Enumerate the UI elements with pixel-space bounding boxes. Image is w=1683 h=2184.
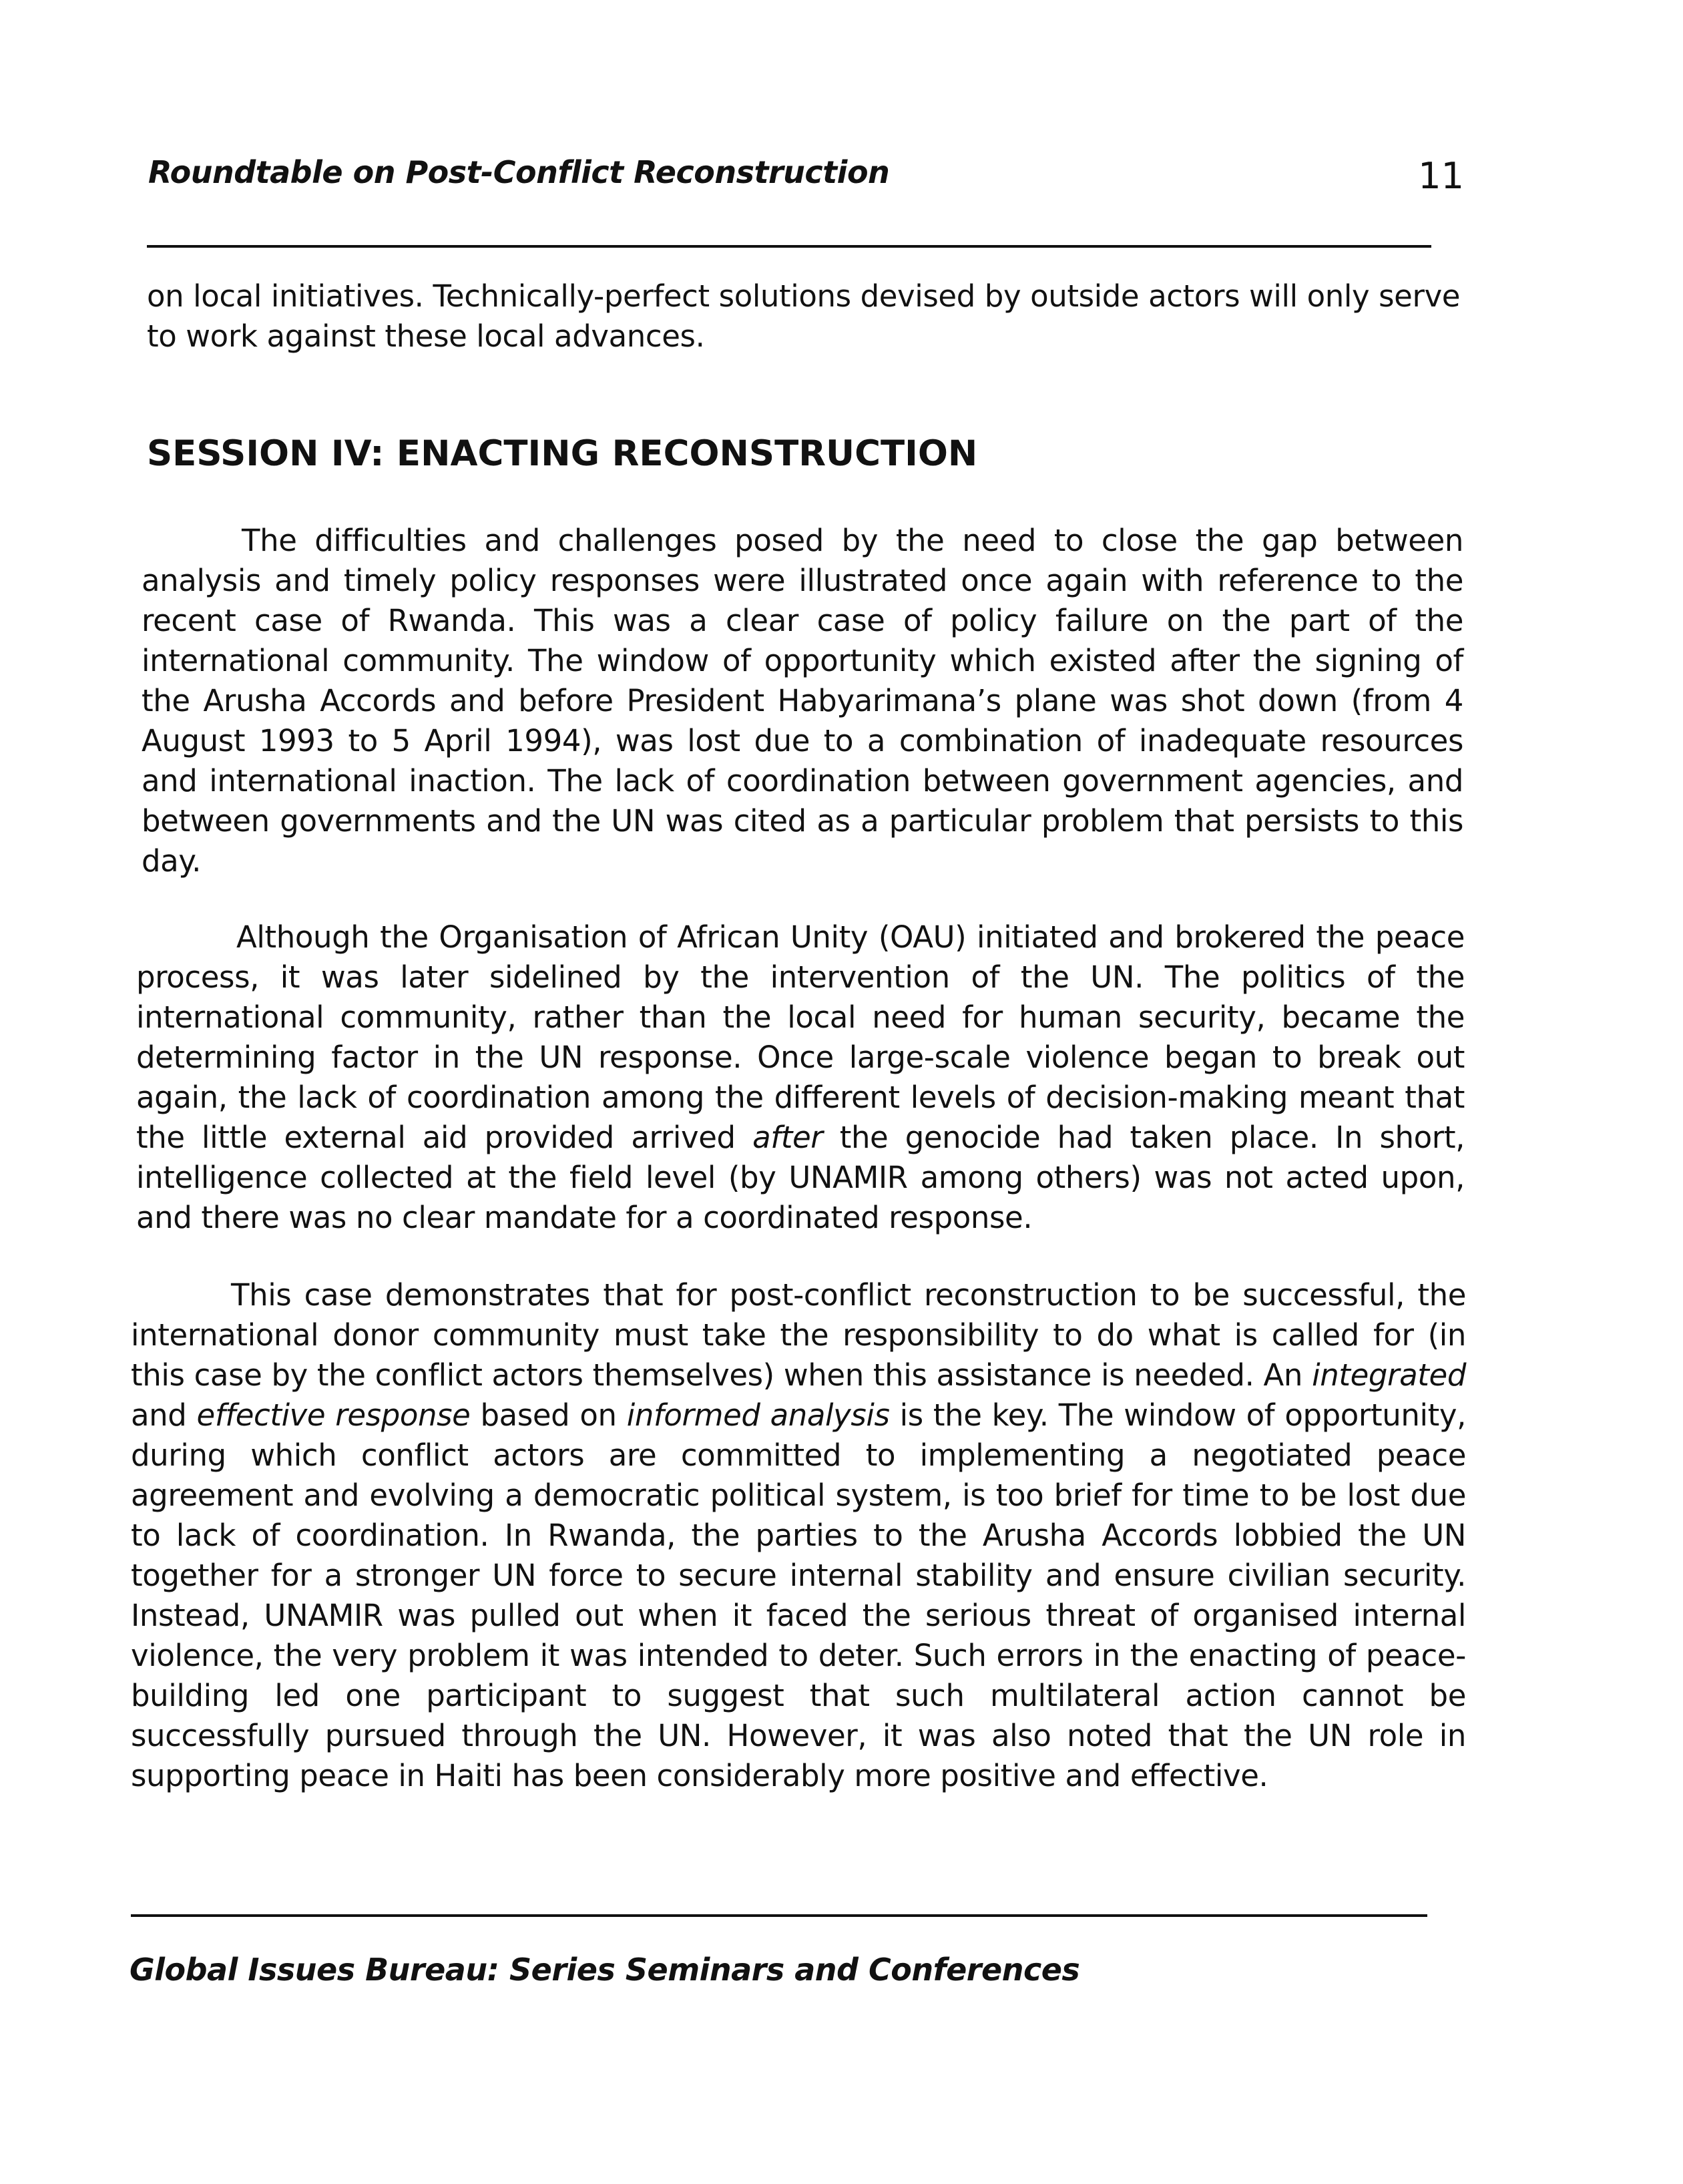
text-run: is the key. The window of opportunity, during which conflict actors are committed to implementing a negotiated peace agreement and evolving a democratic political system, is too brief for time to be lost due to lack of coordination. In Rwanda, the parties to the Arusha Accords lobbied the UN together for a stronger UN force to secure internal stability and ensure civilian security. Instead, UNAMIR was pulled out when it faced the serious threat of organised internal violence, the very problem it was intended to deter. Such errors in the enacting of peace-building led one participant to suggest that such multilateral action cannot be successfully pursued through the UN. However, it was also noted that the UN role in supporting peace in Haiti has been considerably more positive and effective.: [131, 1397, 1466, 1793]
body-paragraph: [136, 917, 1465, 1238]
body-paragraph: [142, 521, 1463, 881]
running-head-title: Roundtable on Post-Conflict Reconstruction: [148, 154, 890, 190]
continued-paragraph: [147, 276, 1475, 357]
text-run: The difficulties and challenges posed by the need to close the gap between analysis and timely policy responses were illustrated once again with reference to the recent case of Rwanda. This was a clear case of policy failure on the part of the international community. The window of opportunity which existed after the signing of the Arusha Accords and before President Habyarimana’s plane was shot down (from 4 August 1993 to 5 April 1994), was lost due to a combination of inadequate resources and international inaction. The lack of coordination between government agencies, and between governments and the UN was cited as a particular problem that persists to this day.: [142, 523, 1463, 879]
body-paragraph: [131, 1275, 1466, 1796]
page-number: 11: [1418, 155, 1464, 197]
footer-series-title: Global Issues Bureau: Series Seminars and Conferences: [130, 1952, 1080, 1988]
italic-run: integrated: [1312, 1357, 1466, 1393]
header-rule: [147, 245, 1431, 248]
text-run: Although the Organisation of African Unity (OAU) initiated and brokered the peace process, it was later sidelined by the intervention of the UN. The politics of the international community, rather than the local need for human security, became the determining factor in the UN response. Once large-scale violence began to break out again, the lack of coordination among the different levels of decision-making meant that the little external aid provided arrived: [136, 919, 1465, 1155]
paragraph-text: [142, 521, 1463, 881]
continued-paragraph-text: on local initiatives. Technically-perfect solutions devised by outside actors will only serve to work against these local advances.: [147, 278, 1461, 354]
paragraph-text: [136, 917, 1465, 1238]
text-run: based on: [470, 1397, 627, 1433]
text-run: and: [131, 1397, 197, 1433]
text-run: This case demonstrates that for post-conflict reconstruction to be successful, the international donor community must take the responsibility to do what is called for (in this case by the conflict actors themselves) when this assistance is needed. An: [131, 1277, 1466, 1393]
footer-rule: [131, 1914, 1427, 1917]
text-run: the genocide had taken place. In short, intelligence collected at the field level (by UNAMIR among others) was not acted upon, and there was no clear mandate for a coordinated response.: [136, 1120, 1465, 1235]
section-heading: SESSION IV: ENACTING RECONSTRUCTION: [147, 433, 978, 474]
paragraph-text: [131, 1275, 1466, 1796]
italic-run: informed analysis: [626, 1397, 890, 1433]
italic-run: effective response: [196, 1397, 471, 1433]
italic-run: after: [752, 1120, 823, 1155]
